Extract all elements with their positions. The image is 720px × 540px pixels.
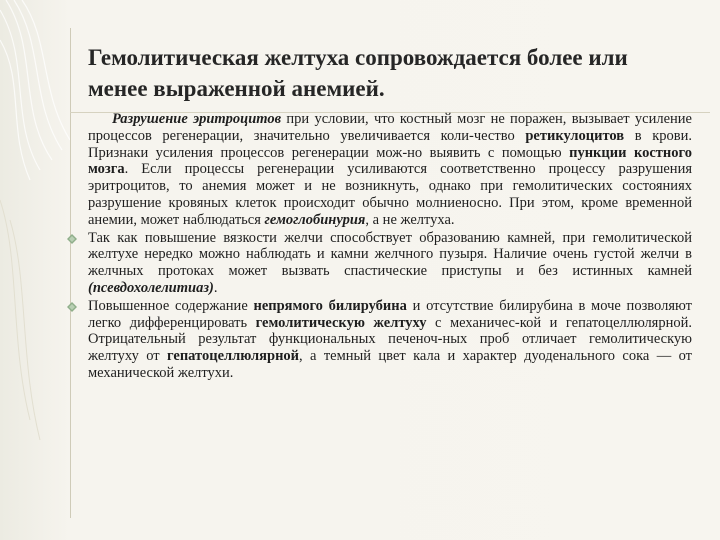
paragraph-bilirubin <box>88 298 692 382</box>
paragraph1-text-c: . Если процессы регенерации усиливаются соответственно процессу разрушения эритроцитов, то анемия может и не возникнуть, однако при гемолитических состояниях разрушение кровяных клеток происходит обычно молниеносно. При этом, кроме временной анемии, может наблюдаться <box>88 161 692 228</box>
term-bone-marrow-puncture: пункции костного мозга <box>88 144 692 178</box>
paragraph2-text-b: . <box>213 279 218 296</box>
term-hemoglobinuria: гемоглобинурия <box>264 211 366 228</box>
title-line-2: менее выраженной анемией. <box>88 76 385 101</box>
paragraph3-text-d: , а темный цвет кала и характер дуоденального сока — от механической желтухи. <box>88 348 692 381</box>
paragraph3-text-a: Повышенное содержание <box>88 297 254 314</box>
term-hepatocellular: гепатоцеллюлярной <box>167 348 300 365</box>
paragraph3-text-b: и отсутствие билирубина в моче позволяют легко дифференцировать <box>88 297 692 331</box>
term-erythrocyte-destruction: Разрушение эритроцитов <box>112 111 282 127</box>
term-reticulocytes: ретикулоцитов <box>525 127 625 144</box>
term-hemolytic-jaundice: гемолитическую желтуху <box>255 314 427 331</box>
paragraph3-text-c: с механичес-кой и гепатоцеллюлярной. Отрицательный результат функциональных печеноч-ных проб отличает гемолитическую желтуху от <box>88 314 692 365</box>
left-vertical-rule <box>70 28 71 518</box>
paragraph2-text-a: Так как повышение вязкости желчи способствует образованию камней, при гемолитической желтухе нередко можно наблюдать и камни желчного пузыря. Наличие очень густой желчи в желчных протоках может вызвать спастические приступы и без истинных камней <box>88 229 692 280</box>
slide-title <box>88 42 698 104</box>
paragraph1-text-d: , а не желтуха. <box>365 211 455 228</box>
paragraph1-text-a: при условии, что костный мозг не поражен, вызывает усиление процессов регенерации, значительно увеличивается коли-чество <box>88 111 692 144</box>
paragraph-erythrocytes <box>88 111 692 229</box>
diamond-bullet-icon <box>67 234 77 244</box>
paragraph-gallstones <box>88 230 692 297</box>
diamond-bullet-icon <box>67 302 77 312</box>
term-indirect-bilirubin: непрямого билирубина <box>253 297 407 314</box>
term-pseudocholelithiasis: (псевдохолелитиаз) <box>88 279 214 296</box>
paragraph1-text-b: в крови. Признаки усиления процессов регенерации мож-но выявить с помощью <box>88 127 692 161</box>
title-line-1: Гемолитическая желтуха сопровождается более или <box>88 45 628 70</box>
slide-body <box>88 111 692 383</box>
